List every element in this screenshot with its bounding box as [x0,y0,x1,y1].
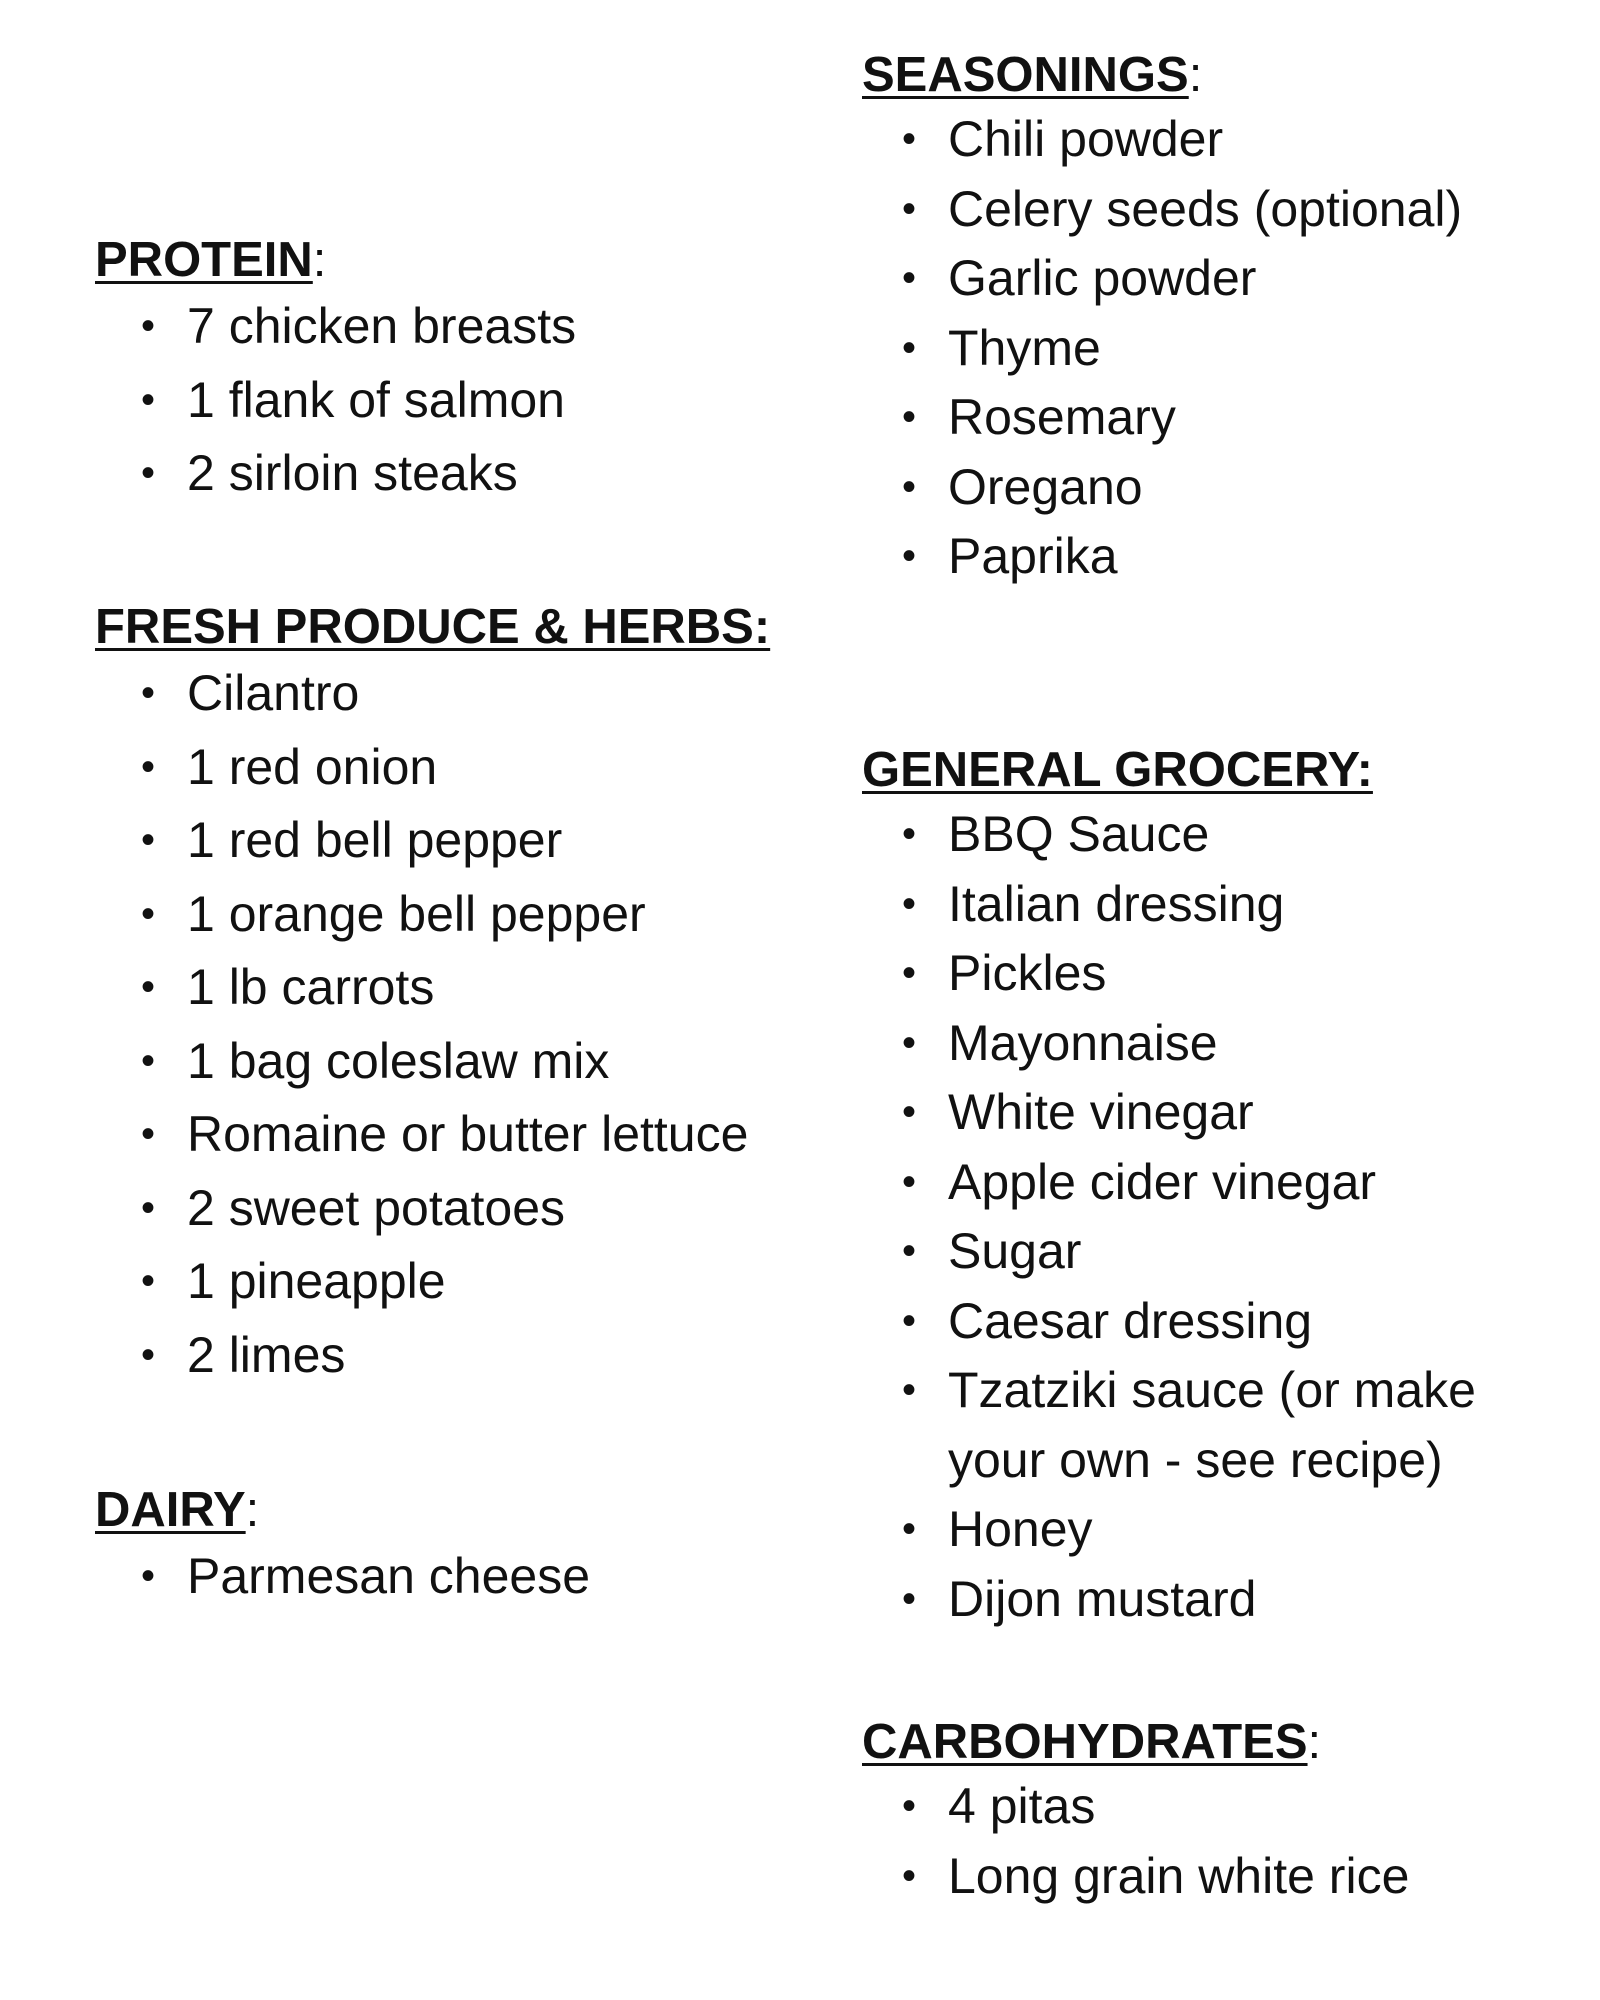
seasonings-heading [862,45,1462,105]
list-item-text: Pickles [948,945,1107,1001]
list-item-text: Chili powder [948,111,1224,167]
bullet-icon: • [141,744,156,789]
list-item-text: 1 red bell pepper [187,812,563,868]
list-item [902,1078,1488,1148]
list-item-text: Tzatziki sauce (or make your own - see recipe) [948,1362,1476,1488]
protein-section [95,230,576,511]
bullet-icon: • [141,671,156,715]
dairy-section [95,1480,590,1614]
bullet-icon: • [141,1554,156,1598]
list-item-text: White vinegar [948,1084,1254,1140]
list-item [902,870,1488,940]
list-item-text: 1 lb carrots [187,959,435,1015]
list-item-text: 2 limes [187,1326,346,1383]
bullet-icon: • [902,1784,917,1828]
list-item [141,657,770,731]
list-item [902,314,1462,384]
seasonings-list [902,105,1463,592]
bullet-icon: • [141,1259,156,1303]
list-item [141,1540,591,1614]
grocery-list [902,800,1488,1634]
seasonings-heading-colon: : [1188,48,1203,102]
list-item-text: Parmesan cheese [187,1548,591,1604]
bullet-icon: • [141,891,156,936]
list-item [141,1098,770,1172]
list-item [141,1319,770,1393]
carbohydrates-heading-colon: : [1307,1715,1322,1769]
list-item-text: 2 sweet potatoes [187,1179,566,1236]
bullet-icon: • [902,1298,917,1343]
protein-heading-colon: : [312,233,327,287]
list-item-text: Rosemary [948,389,1176,445]
list-item [902,1565,1488,1635]
produce-section [95,597,770,1392]
dairy-heading [95,1480,590,1540]
list-item-text: Apple cider vinegar [948,1153,1377,1210]
bullet-icon: • [141,1038,156,1083]
bullet-icon: • [902,881,917,926]
list-item-text: 4 pitas [948,1778,1096,1834]
bullet-icon: • [902,1576,917,1621]
produce-list [141,657,770,1392]
list-item [902,1148,1488,1218]
list-item-text: Cilantro [187,665,360,721]
list-item [141,731,770,805]
seasonings-heading-text: SEASONINGS [862,48,1189,102]
list-item-text: 1 pineapple [187,1253,446,1309]
list-item [902,939,1488,1009]
carbohydrates-list [902,1772,1410,1911]
list-item [141,804,770,878]
protein-list [141,290,577,511]
bullet-icon: • [902,325,917,370]
bullet-icon: • [141,377,156,422]
bullet-icon: • [902,1507,917,1551]
list-item [902,1772,1409,1842]
bullet-icon: • [141,818,156,862]
bullet-icon: • [902,395,917,439]
list-item-text: Italian dressing [948,875,1285,932]
list-item [902,1217,1488,1287]
bullet-icon: • [141,451,156,495]
list-item-text: BBQ Sauce [948,806,1210,862]
bullet-icon: • [141,1112,156,1156]
list-item [141,1245,770,1319]
protein-heading-text: PROTEIN [95,233,313,287]
list-item-text: 2 sirloin steaks [187,445,518,501]
bullet-icon: • [902,1368,917,1412]
bullet-icon: • [141,1185,156,1230]
list-item-text: 1 red onion [187,738,438,795]
list-item-text: Oregano [948,458,1143,515]
list-item [141,1172,770,1246]
carbohydrates-heading-text: CARBOHYDRATES [862,1715,1308,1769]
list-item [902,453,1462,523]
list-item-text: Romaine or butter lettuce [187,1106,749,1162]
bullet-icon: • [902,812,917,856]
bullet-icon: • [902,1229,917,1273]
bullet-icon: • [141,1332,156,1377]
list-item-text: 1 bag coleslaw mix [187,1032,610,1089]
bullet-icon: • [141,304,156,348]
list-item [141,437,576,511]
list-item-text: Dijon mustard [948,1570,1257,1627]
list-item [902,105,1462,175]
bullet-icon: • [141,965,156,1009]
bullet-icon: • [902,1020,917,1065]
list-item-text: Caesar dressing [948,1292,1313,1349]
list-item [902,1009,1488,1079]
bullet-icon: • [902,186,917,231]
list-item [902,1495,1488,1565]
list-item [902,800,1488,870]
seasonings-section [862,45,1462,592]
dairy-heading-colon: : [245,1483,260,1537]
list-item-text: 1 orange bell pepper [187,885,646,942]
list-item [141,364,576,438]
list-item-text: Celery seeds (optional) [948,180,1463,237]
list-item-text: 7 chicken breasts [187,298,577,354]
bullet-icon: • [902,464,917,509]
produce-heading-text: FRESH PRODUCE & HERBS: [95,600,771,654]
bullet-icon: • [902,117,917,161]
list-item [141,951,770,1025]
list-item-text: Mayonnaise [948,1014,1218,1071]
list-item-text: Long grain white rice [948,1847,1410,1904]
list-item [141,290,577,364]
grocery-section [862,740,1488,1634]
carbohydrates-section [862,1712,1409,1911]
grocery-heading [862,740,1488,800]
protein-heading [95,230,576,290]
bullet-icon: • [902,1853,917,1898]
list-item [902,1842,1410,1912]
list-item [902,1356,1488,1495]
list-item-text: Garlic powder [948,250,1257,306]
list-item [902,522,1462,592]
dairy-list [141,1540,591,1614]
list-item [141,878,770,952]
bullet-icon: • [902,256,917,300]
bullet-icon: • [902,534,917,578]
list-item-text: Honey [948,1501,1093,1557]
list-item-text: Thyme [948,319,1101,376]
list-item-text: Paprika [948,528,1118,584]
list-item [902,244,1462,314]
bullet-icon: • [902,1159,917,1204]
list-item-text: Sugar [948,1223,1082,1279]
produce-heading [95,597,770,657]
grocery-heading-text: GENERAL GROCERY: [862,743,1373,797]
bullet-icon: • [902,951,917,995]
list-item-text: 1 flank of salmon [187,371,565,428]
list-item [902,1287,1488,1357]
list-item [902,383,1462,453]
carbohydrates-heading [862,1712,1409,1772]
list-item [902,175,1463,245]
dairy-heading-text: DAIRY [95,1483,246,1537]
bullet-icon: • [902,1090,917,1134]
list-item [141,1025,770,1099]
